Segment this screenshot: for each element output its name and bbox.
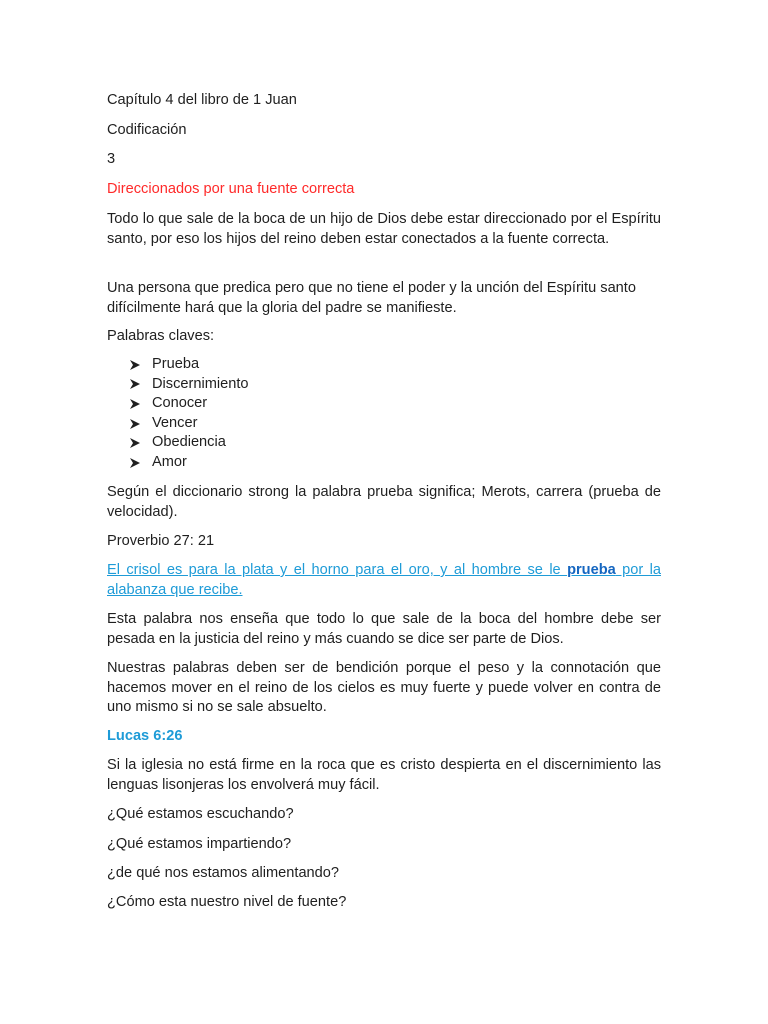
list-item: [129, 453, 249, 473]
arrow-bullet-icon: [129, 359, 141, 371]
paragraph-4: Esta palabra nos enseña que todo lo que sale de la boca del hombre debe ser pesada en la justicia del reino y más cuando se dice ser parte de Dios.: [107, 611, 661, 647]
question-4: ¿Cómo esta nuestro nivel de fuente?: [107, 894, 347, 910]
list-item: [129, 375, 249, 395]
question-2: ¿Qué estamos impartiendo?: [107, 836, 292, 852]
section-subtitle: Direccionados por una fuente correcta: [107, 181, 355, 197]
document-page: [107, 0, 661, 1024]
keywords-label: Palabras claves:: [107, 328, 215, 344]
list-item: [129, 433, 249, 453]
list-item: [129, 355, 249, 375]
list-item: [129, 394, 249, 414]
arrow-bullet-icon: [129, 378, 141, 390]
arrow-bullet-icon: [129, 398, 141, 410]
codificacion-value: 3: [107, 151, 116, 167]
scripture-quote-link[interactable]: [107, 561, 661, 600]
reference-lucas: Lucas 6:26: [107, 728, 183, 744]
keyword-label: Conocer: [152, 395, 208, 412]
paragraph-2: Una persona que predica pero que no tiene el poder y la unción del Espíritu santo difícilmente hará que la gloria del padre se manifieste.: [107, 280, 636, 316]
list-item: [129, 414, 249, 434]
paragraph-6: Si la iglesia no está firme en la roca que es cristo despierta en el discernimiento las lenguas lisonjeras los envolverá muy fácil.: [107, 757, 661, 793]
paragraph-5: Nuestras palabras deben ser de bendición porque el peso y la connotación que hacemos mover en el reino de los cielos es muy fuerte y puede volver en contra de uno mismo si no se sale absuelto.: [107, 660, 661, 715]
question-3: ¿de qué nos estamos alimentando?: [107, 865, 340, 881]
quote-text-end: por la alabanza que recibe.: [107, 562, 661, 598]
codificacion-label: Codificación: [107, 122, 187, 138]
keyword-label: Vencer: [152, 414, 198, 431]
keyword-label: Obediencia: [152, 434, 226, 451]
arrow-bullet-icon: [129, 437, 141, 449]
quote-keyword-bold: prueba: [567, 562, 616, 578]
paragraph-1: Todo lo que sale de la boca de un hijo de Dios debe estar direccionado por el Espíritu santo, por eso los hijos del reino deben estar conectados a la fuente correcta.: [107, 211, 661, 247]
keyword-label: Discernimiento: [152, 375, 249, 392]
keyword-label: Amor: [152, 453, 187, 470]
keywords-list: [129, 355, 249, 473]
reference-proverbio: Proverbio 27: 21: [107, 533, 215, 549]
chapter-heading: Capítulo 4 del libro de 1 Juan: [107, 92, 297, 108]
quote-text-start: El crisol es para la plata y el horno para el oro, y al hombre se le: [107, 562, 568, 578]
keyword-label: Prueba: [152, 356, 200, 372]
question-1: ¿Qué estamos escuchando?: [107, 806, 294, 822]
arrow-bullet-icon: [129, 418, 141, 430]
paragraph-3: Según el diccionario strong la palabra prueba significa; Merots, carrera (prueba de velocidad).: [107, 484, 661, 520]
arrow-bullet-icon: [129, 457, 141, 469]
